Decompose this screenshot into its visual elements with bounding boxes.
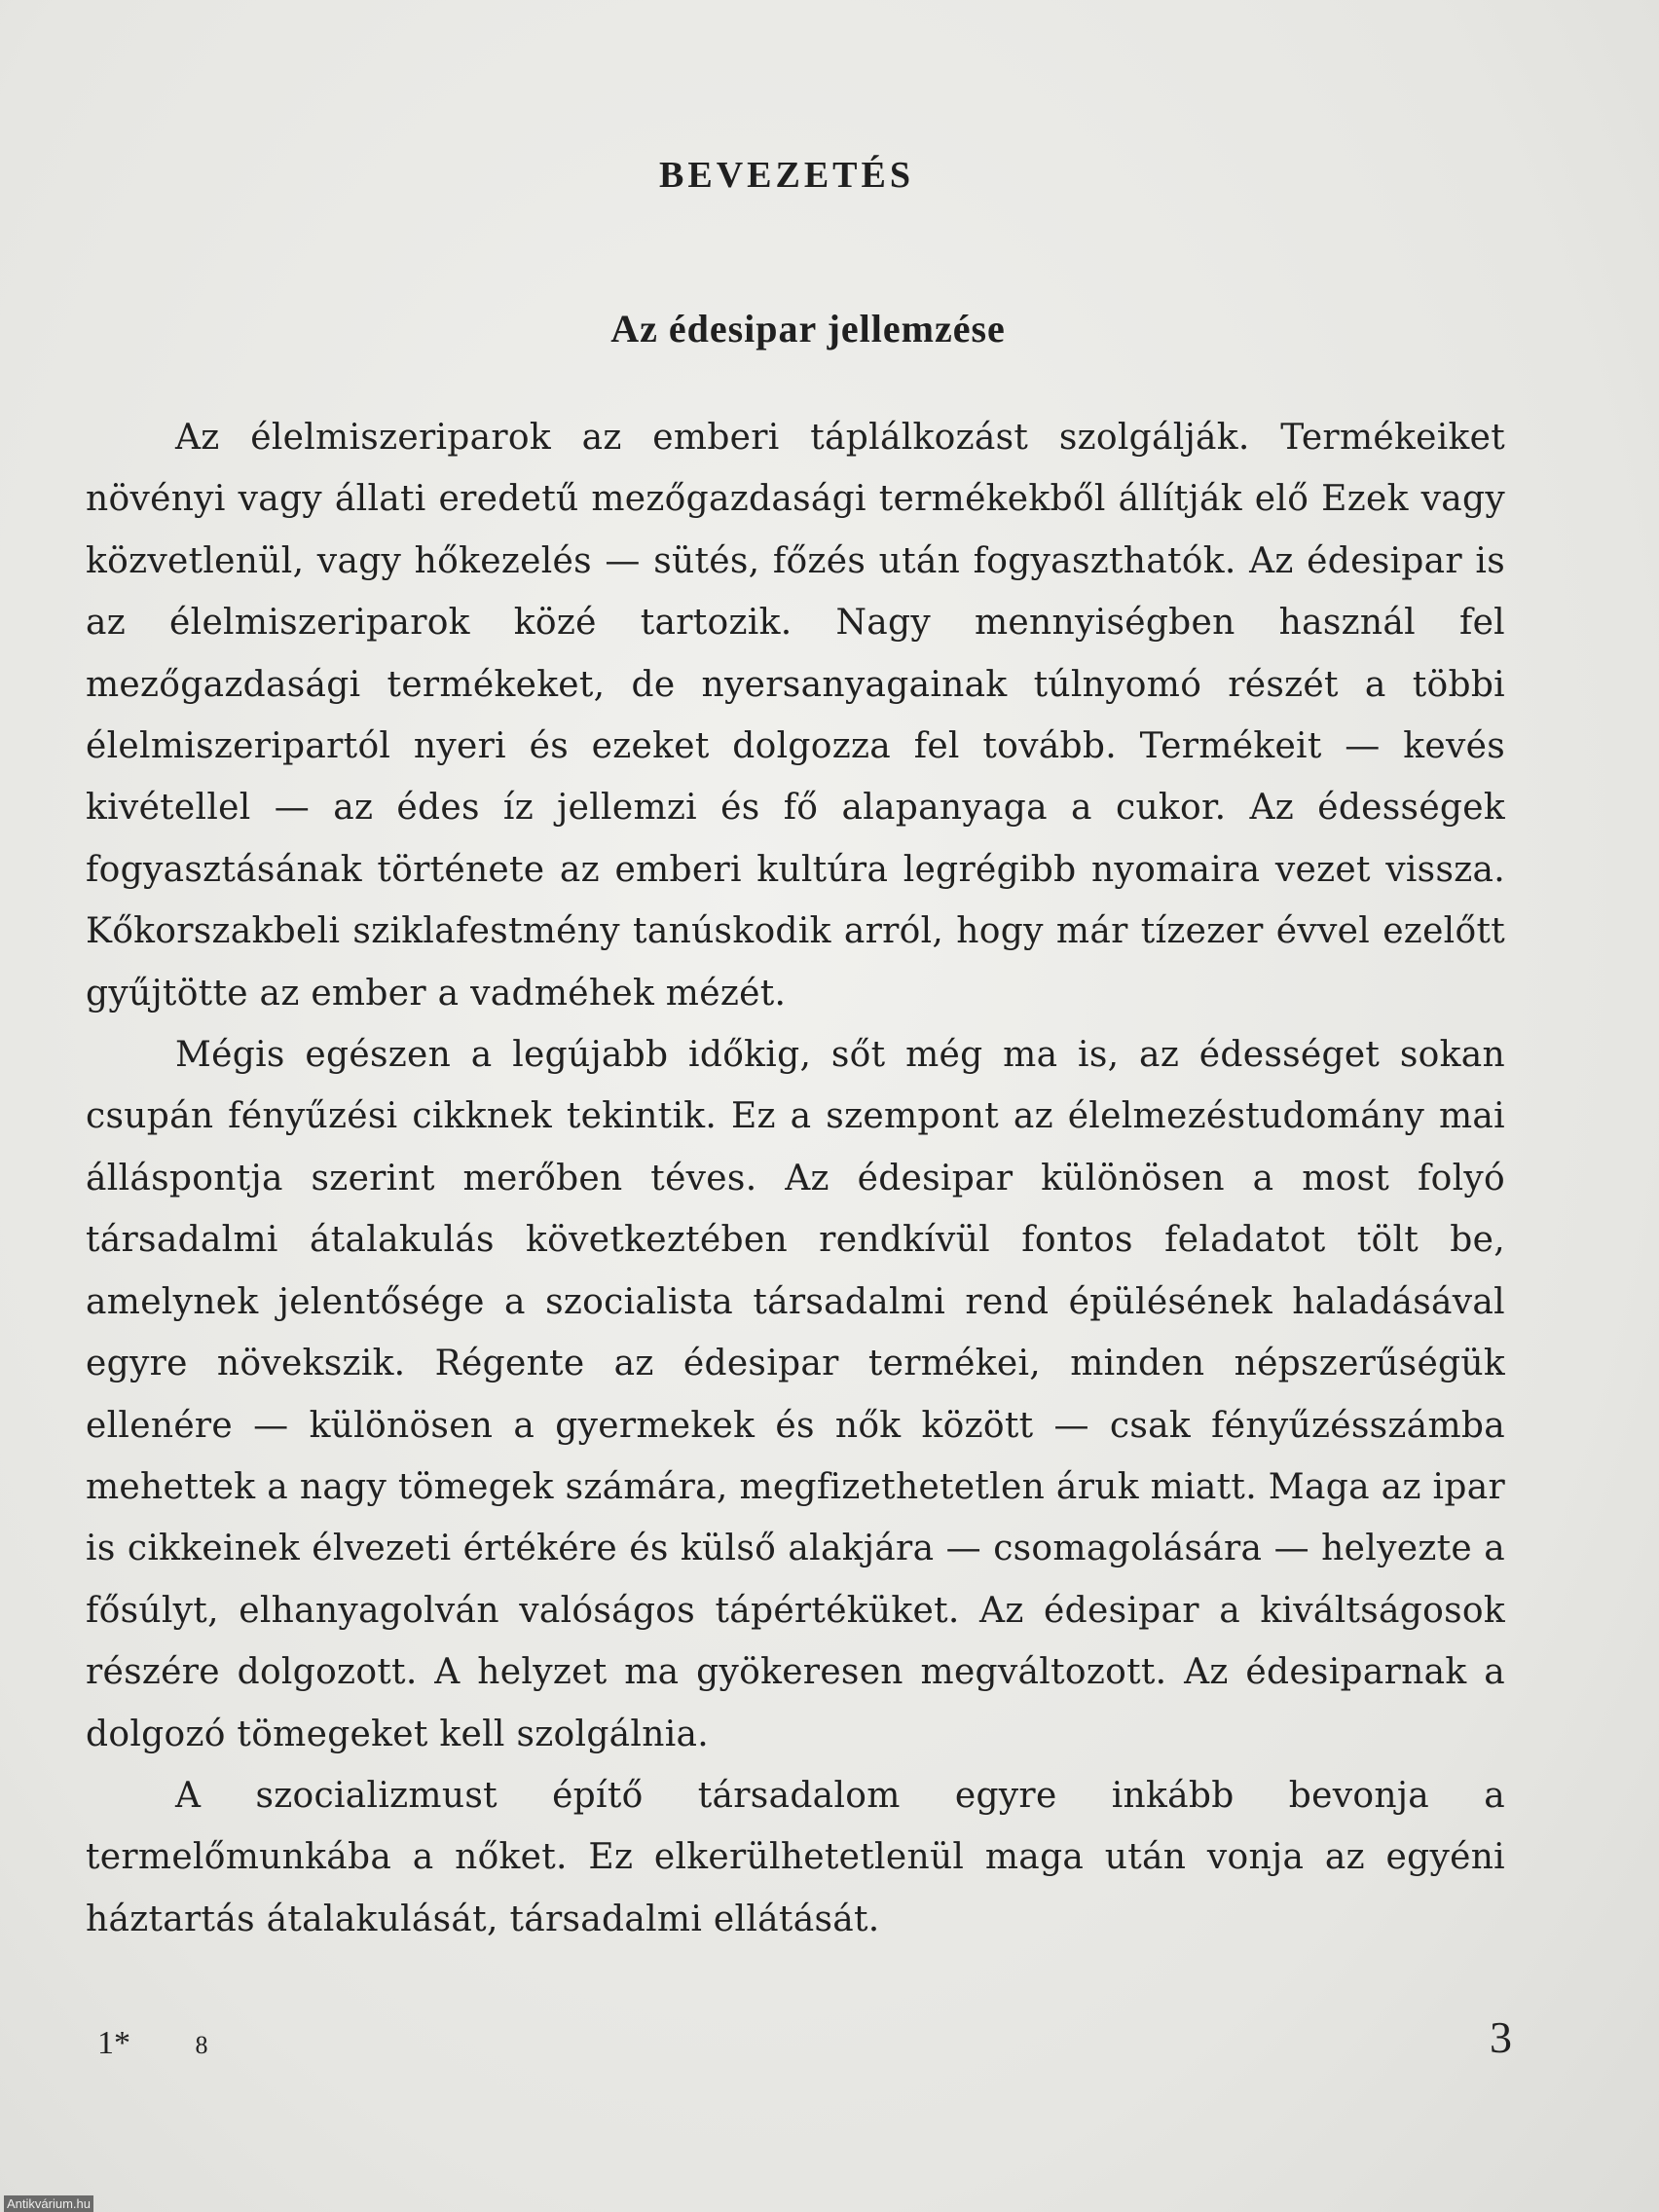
- section-title: Az édesipar jellemzése: [610, 307, 1006, 350]
- paragraph-2: Mégis egészen a legújabb időkig, sőt még ma is, az édességet sokan csupán fényűzési cikknek tekintik. Ez a szempont az élelmezéstudomány mai álláspontja szerint merőben téves. Az édesipar különösen a most folyó társadalmi átalakulás következtében rendkívül fontos feladatot tölt be, amelynek jelentősége a szocialista társadalmi rend épülésének haladásával egyre növekszik. Régente az édesipar termékei, minden népszerűségük ellenére — különösen a gyermekek és nők között — csak fényűzésszámba mehettek a nagy tömegek számára, megfizethetetlen áruk miatt. Maga az ipar is cikkeinek élvezeti értékére és külső alakjára — csomagolására — helyezte a fősúlyt, elhanyagolván valóságos tápértéküket. Az édesipar a kiváltságosok részére dolgozott. A helyzet ma gyökeresen megváltozott. Az édesiparnak a dolgozó tömegeket kell szolgálnia.: [86, 1035, 1505, 1754]
- paragraph-3: A szocializmust építő társadalom egyre inkább bevonja a termelőmunkába a nőket. Ez elkerülhetetlenül maga után vonja az egyéni háztartás átalakulását, társadalmi ellátását.: [86, 1775, 1505, 1939]
- watermark: Antikvárium.hu: [4, 2195, 93, 2212]
- chapter-title: BEVEZETÉS: [659, 155, 914, 196]
- printer-signature: [97, 2025, 208, 2062]
- signature-mark: 1*: [97, 2025, 130, 2061]
- signature-sheet-number: 8: [195, 2031, 208, 2059]
- body-text: [86, 407, 1505, 1950]
- page-number: 3: [1490, 2012, 1512, 2062]
- paragraph-1: Az élelmiszeriparok az emberi táplálkozást szolgálják. Termékeiket növényi vagy állati eredetű mezőgazdasági termékekből állítják elő Ezek vagy közvetlenül, vagy hőkezelés — sütés, főzés után fogyaszthatók. Az édesipar is az élelmiszeriparok közé tartozik. Nagy mennyiségben használ fel mezőgazdasági termékeket, de nyersanyagainak túlnyomó részét a többi élelmiszeripartól nyeri és ezeket dolgozza fel tovább. Termékeit — kevés kivétellel — az édes íz jellemzi és fő alapanyaga a cukor. Az édességek fogyasztásának története az emberi kultúra legrégibb nyomaira vezet vissza. Kőkorszakbeli sziklafestmény tanúskodik arról, hogy már tízezer évvel ezelőtt gyűjtötte az ember a vadméhek mézét.: [86, 418, 1505, 1014]
